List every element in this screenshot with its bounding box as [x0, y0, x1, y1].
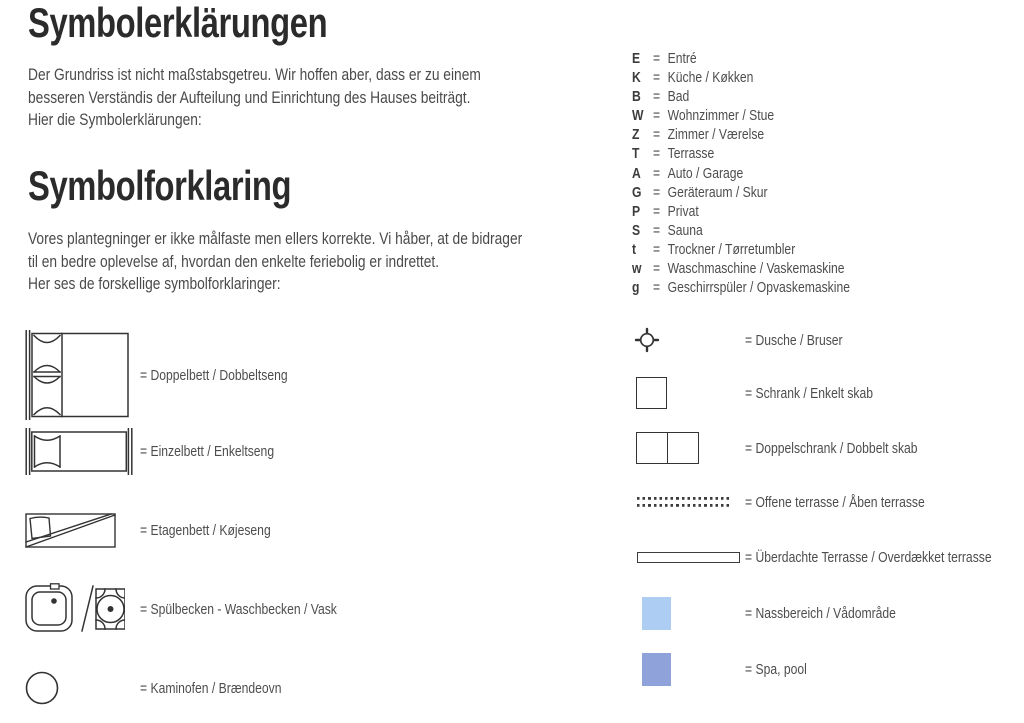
- icon-holder: [636, 432, 745, 464]
- slash-separator: [82, 586, 93, 631]
- equals-sign: =: [653, 260, 661, 278]
- abbreviation-row: [632, 240, 850, 259]
- equals-sign: =: [653, 50, 661, 67]
- abbrev-label: Geräteraum / Skur: [667, 183, 768, 201]
- equals-sign: =: [653, 69, 661, 87]
- abbrev-letter: W: [632, 107, 644, 125]
- icon-holder: [636, 653, 745, 686]
- icon-holder: [634, 327, 745, 353]
- abbrev-letter: E: [632, 50, 641, 67]
- abbrev-label: Privat: [667, 202, 699, 220]
- abbrev-label: Waschmaschine / Vaskemaskine: [667, 260, 845, 278]
- symbol-label: = Spa, pool: [745, 661, 807, 678]
- legend-row-bunk-bed: [25, 511, 301, 549]
- abbrev-letter: G: [632, 183, 642, 201]
- symbol-label: = Kaminofen / Brændeovn: [140, 679, 282, 697]
- danish-intro-line: Her ses de forskellige symbolforklaringer:: [28, 274, 281, 293]
- legend-row-open-terrace: [636, 493, 967, 511]
- abbreviation-row: [632, 87, 850, 106]
- spa-pool-swatch: [642, 653, 671, 686]
- wet-area-swatch: [642, 597, 671, 630]
- abbreviation-list: [632, 49, 901, 297]
- abbrev-letter: T: [632, 145, 640, 163]
- rectangular-sink-icon: [26, 584, 72, 631]
- abbrev-label: Terrasse: [667, 145, 715, 163]
- danish-intro-line: Vores plantegninger er ikke målfaste men ellers korrekte. Vi håber, at de bidrager: [28, 229, 523, 248]
- abbrev-label: Wohnzimmer / Stue: [667, 107, 775, 125]
- icon-holder: [25, 330, 140, 420]
- abbrev-label: Sauna: [667, 221, 703, 239]
- abbrev-letter: w: [632, 260, 642, 278]
- legend-row-sink: [25, 583, 383, 635]
- legend-row-double-closet: [636, 432, 958, 464]
- symbol-label: = Überdachte Terrasse / Overdækket terrasse: [745, 548, 992, 566]
- icon-holder: [636, 597, 745, 630]
- bunk-bed-icon: [25, 511, 117, 549]
- abbrev-label: Küche / Køkken: [667, 69, 754, 87]
- danish-title: Symbolforklaring: [28, 162, 292, 209]
- german-intro: [28, 64, 587, 132]
- legend-row-wet-area: [636, 597, 931, 630]
- abbreviation-row: [632, 144, 850, 163]
- equals-sign: =: [653, 107, 661, 125]
- german-title: Symbolerklärungen: [28, 0, 328, 46]
- equals-sign: =: [653, 183, 661, 201]
- icon-holder: [25, 671, 140, 705]
- abbreviation-row: [632, 278, 850, 297]
- symbol-label: = Offene terrasse / Åben terrasse: [745, 493, 925, 511]
- abbrev-letter: Z: [632, 126, 640, 144]
- covered-terrace-icon: [637, 552, 740, 563]
- icon-holder: [25, 428, 140, 475]
- symbol-label: = Einzelbett / Enkeltseng: [140, 443, 275, 460]
- equals-sign: =: [653, 164, 661, 182]
- single-closet-icon: [636, 377, 667, 409]
- symbol-label: = Schrank / Enkelt skab: [745, 384, 873, 402]
- wood-stove-icon: [25, 671, 59, 705]
- equals-sign: =: [653, 279, 661, 297]
- abbrev-letter: t: [632, 240, 637, 258]
- equals-sign: =: [653, 88, 661, 106]
- icon-holder: [636, 497, 745, 507]
- equals-sign: =: [653, 202, 661, 220]
- symbol-label: = Doppelschrank / Dobbelt skab: [745, 439, 918, 457]
- danish-intro-line: til en bedre oplevelse af, hvordan den enkelte feriebolig er indrettet.: [28, 251, 440, 271]
- abbreviation-row: [632, 125, 850, 144]
- symbol-label: = Etagenbett / Køjeseng: [140, 521, 271, 539]
- abbrev-label: Trockner / Tørretumbler: [667, 240, 796, 258]
- german-intro-line: Der Grundriss ist nicht maßstabsgetreu. Wir hoffen aber, dass er zu einem: [28, 65, 481, 84]
- legend-row-single-bed: [25, 428, 306, 475]
- legend-row-double-bed: [25, 330, 322, 420]
- double-bed-icon: [25, 330, 130, 420]
- abbrev-label: Zimmer / Værelse: [667, 126, 765, 144]
- abbrev-letter: K: [632, 69, 641, 87]
- double-closet-icon: [636, 432, 699, 464]
- icon-holder: [25, 583, 140, 635]
- equals-sign: =: [653, 126, 661, 144]
- icon-holder: [636, 377, 745, 409]
- legend-row-wood-stove: [25, 671, 315, 705]
- icon-holder: [636, 552, 745, 563]
- abbreviation-row: [632, 221, 850, 240]
- abbreviation-row: [632, 106, 850, 125]
- abbrev-letter: S: [632, 221, 641, 239]
- german-intro-line: besseren Verständis der Aufteilung und Einrichtung des Hauses beiträgt.: [28, 87, 471, 107]
- abbreviation-row: [632, 68, 850, 87]
- sink-washbasin-icon: [25, 583, 125, 635]
- abbrev-letter: g: [632, 279, 640, 297]
- abbreviation-row: [632, 183, 850, 202]
- symbol-label: = Nassbereich / Vådområde: [745, 605, 896, 622]
- abbreviation-row: [632, 164, 850, 183]
- legend-row-spa-pool: [636, 653, 821, 686]
- symbol-label: = Dusche / Bruser: [745, 331, 843, 349]
- shower-icon: [634, 327, 660, 353]
- abbreviation-row: [632, 202, 850, 221]
- round-basin-icon: [96, 589, 125, 629]
- danish-intro: [28, 228, 638, 296]
- abbreviation-row: [632, 259, 850, 278]
- abbrev-letter: B: [632, 88, 641, 106]
- abbrev-label: Auto / Garage: [667, 164, 744, 182]
- legend-row-covered-terrace: [636, 548, 1024, 566]
- abbrev-label: Entré: [667, 50, 697, 67]
- symbol-label: = Doppelbett / Dobbeltseng: [140, 366, 288, 384]
- german-intro-line: Hier die Symbolerklärungen:: [28, 110, 202, 129]
- legend-row-shower: [634, 327, 865, 353]
- legend-row-single-closet: [636, 377, 903, 409]
- abbrev-label: Bad: [667, 88, 690, 106]
- open-terrace-icon: [637, 497, 730, 507]
- equals-sign: =: [653, 145, 661, 163]
- abbrev-label: Geschirrspüler / Opvaskemaskine: [667, 279, 850, 297]
- single-bed-icon: [25, 428, 133, 475]
- symbol-label: = Spülbecken - Waschbecken / Vask: [140, 600, 337, 618]
- equals-sign: =: [653, 240, 661, 258]
- icon-holder: [25, 511, 140, 549]
- abbrev-letter: P: [632, 202, 641, 220]
- abbrev-letter: A: [632, 164, 641, 182]
- equals-sign: =: [653, 221, 661, 239]
- abbreviation-row: [632, 49, 850, 68]
